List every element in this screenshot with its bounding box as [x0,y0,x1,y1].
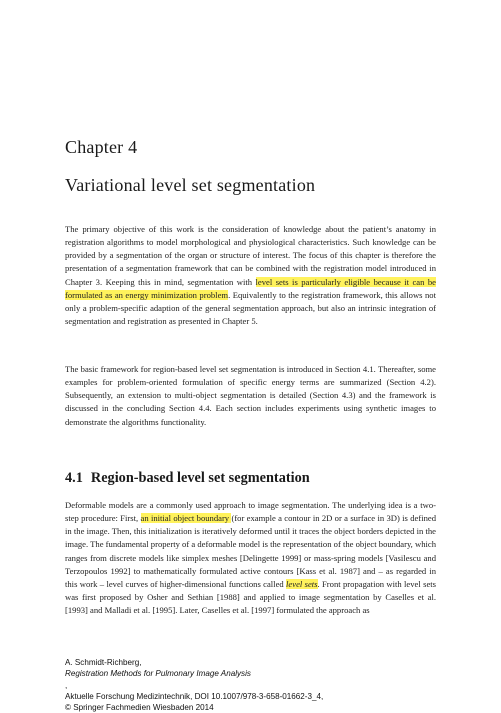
footer-line-1 [65,657,323,691]
intro-paragraph-1 [65,223,436,328]
footer-line1-end: , [65,680,68,690]
intro-p1-text-b: . Equivalently to the registration framework, this allows not only a problem-specific adaption of the general segmentation approach, but also an intrinsic integration of segmentation and registration as presented in Chapter 5. [65,289,436,327]
intro-p1-text-a: The primary objective of this work is the consideration of knowledge about the patient’s anatomy in registration algorithms to model morphological and physiological characteristics. Such knowledge can be provided by a segmentation of the organ or structure of interest. The focus of this chapter is therefore the presentation of a segmentation framework that can be combined with the registration model introduced in Chapter 3. Keeping this in mind, segmentation with [65,224,436,287]
section-p-text-c: . Front propagation with level sets was first proposed by Osher and Sethian [1988] and applied to image segmentation by Caselles et al. [1993] and Malladi et al. [1995]. Later, Caselles et al. [1997] formulated the approach as [65,578,436,616]
footer-line-3: © Springer Fachmedien Wiesbaden 2014 [65,703,214,713]
section-paragraph [65,499,436,617]
citation-footer [65,657,323,713]
footer-author: A. Schmidt-Richberg, [65,658,142,667]
section-p-text-a: Deformable models are a commonly used approach to image segmentation. The underlying idea is a two-step procedure: First, [65,500,436,524]
section-number: 4.1 [65,470,83,486]
section-heading [65,470,310,487]
chapter-label: Chapter 4 [65,137,138,157]
footer-line-2: Aktuelle Forschung Medizintechnik, DOI 10.1007/978-3-658-01662-3_4, [65,691,324,701]
intro-paragraph-2: The basic framework for region-based level set segmentation is introduced in Section 4.1. Thereafter, some examples for problem-oriented formulation of specific energy terms are summarized (Section 4.2). Subsequently, an extension to multi-object segmentation is detailed (Section 4.3) and the framework is discussed in the concluding Section 4.4. Each section includes experiments using synthetic images to demonstrate the algorithms functionality. [65,364,436,427]
highlight-level-sets-eligible[interactable]: level sets is particularly eligible because it can be formulated as an energy minimization problem [65,276,436,300]
footer-book-title: Registration Methods for Pulmonary Image Analysis [65,669,251,679]
highlight-level-sets[interactable]: level sets [286,578,318,589]
section-p-text-b: (for example a contour in 2D or a surface in 3D) is defined in the image. Then, this initialization is iteratively deformed until it traces the object borders depicted in the image. The fundamental property of a deformable model is the representation of the object boundary, which ranges from discrete models like simplex meshes [Delingette 1999] or mass-spring models [Vasilescu and Terzopoulos 1992] to mathematically formulated active contours [Kass et al. 1987] and – as regarded in this work – level curves of higher-dimensional functions called [65,513,436,589]
section-title: Region-based level set segmentation [90,470,310,486]
highlight-initial-object-boundary[interactable]: an initial object boundary [140,513,232,524]
chapter-title: Variational level set segmentation [65,175,316,195]
